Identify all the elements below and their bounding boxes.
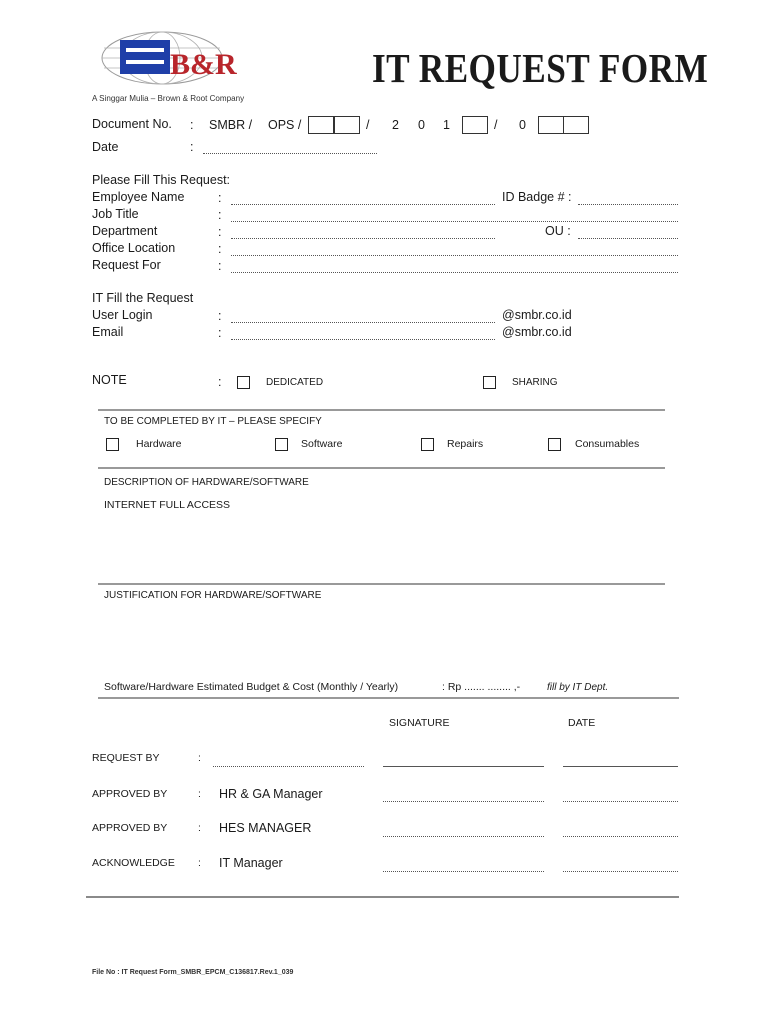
svg-text:B&R: B&R bbox=[170, 48, 237, 81]
approved-by-hr-label: APPROVED BY bbox=[92, 788, 168, 800]
request-for-field[interactable] bbox=[231, 272, 678, 273]
date-colon: : bbox=[190, 140, 194, 154]
request-for-label: Request For bbox=[92, 258, 161, 272]
request-by-label: REQUEST BY bbox=[92, 752, 160, 764]
divider-description bbox=[98, 583, 665, 585]
user-login-field[interactable] bbox=[231, 322, 495, 323]
approved-by-hes-colon: : bbox=[198, 822, 201, 834]
department-colon: : bbox=[218, 225, 222, 239]
request-intro: Please Fill This Request: bbox=[92, 173, 231, 187]
request-by-name-field[interactable] bbox=[213, 766, 364, 767]
email-label: Email bbox=[92, 325, 124, 339]
approved-by-hes-label: APPROVED BY bbox=[92, 822, 168, 834]
doc-box-2[interactable] bbox=[334, 116, 360, 134]
note-colon: : bbox=[218, 375, 222, 389]
approved-by-hr-signature-field[interactable] bbox=[383, 801, 544, 802]
employee-name-field[interactable] bbox=[231, 204, 495, 205]
acknowledge-role: IT Manager bbox=[219, 856, 283, 870]
request-by-colon: : bbox=[198, 752, 201, 764]
document-smbr: SMBR / bbox=[209, 118, 253, 132]
software-checkbox[interactable] bbox=[275, 438, 288, 451]
ou-label: OU : bbox=[545, 224, 571, 238]
doc-digit-0: 0 bbox=[418, 118, 425, 132]
software-label: Software bbox=[301, 438, 343, 450]
approved-by-hes-date-field[interactable] bbox=[563, 836, 678, 837]
date-label: Date bbox=[92, 140, 119, 154]
doc-box-4[interactable] bbox=[563, 116, 589, 134]
doc-digit-1: 1 bbox=[443, 118, 450, 132]
company-logo bbox=[98, 30, 237, 94]
budget-label: Software/Hardware Estimated Budget & Cost (Monthly / Yearly) bbox=[104, 681, 399, 693]
signature-header: SIGNATURE bbox=[389, 717, 450, 729]
email-domain: @smbr.co.id bbox=[502, 325, 572, 339]
approved-by-hes-signature-field[interactable] bbox=[383, 836, 544, 837]
description-value[interactable]: INTERNET FULL ACCESS bbox=[104, 499, 231, 511]
budget-value[interactable]: : Rp ....... ........ ,- bbox=[442, 681, 521, 693]
request-for-colon: : bbox=[218, 259, 222, 273]
divider-bottom bbox=[86, 896, 679, 898]
doc-box-1[interactable] bbox=[308, 116, 334, 134]
divider-budget bbox=[98, 697, 679, 699]
approved-by-hes-role: HES MANAGER bbox=[219, 821, 312, 835]
approved-by-hr-role: HR & GA Manager bbox=[219, 787, 323, 801]
sharing-label: SHARING bbox=[512, 377, 558, 388]
job-title-field[interactable] bbox=[231, 221, 678, 222]
id-badge-field[interactable] bbox=[578, 204, 678, 205]
file-number: File No : IT Request Form_SMBR_EPCM_C136817.Rev.1_039 bbox=[92, 969, 294, 976]
acknowledge-date-field[interactable] bbox=[563, 871, 678, 872]
divider-options bbox=[98, 467, 665, 469]
user-login-domain: @smbr.co.id bbox=[502, 308, 572, 322]
acknowledge-label: ACKNOWLEDGE bbox=[92, 857, 175, 869]
office-location-colon: : bbox=[218, 242, 222, 256]
doc-digit-zero: 0 bbox=[519, 118, 526, 132]
user-login-label: User Login bbox=[92, 308, 153, 322]
department-field[interactable] bbox=[231, 238, 495, 239]
employee-name-label: Employee Name bbox=[92, 190, 185, 204]
it-fill-intro: IT Fill the Request bbox=[92, 291, 194, 305]
repairs-checkbox[interactable] bbox=[421, 438, 434, 451]
dedicated-checkbox[interactable] bbox=[237, 376, 250, 389]
date-field[interactable] bbox=[203, 153, 377, 154]
dedicated-label: DEDICATED bbox=[266, 377, 324, 388]
job-title-label: Job Title bbox=[92, 207, 139, 221]
acknowledge-signature-field[interactable] bbox=[383, 871, 544, 872]
hardware-label: Hardware bbox=[136, 438, 182, 450]
request-by-date-field[interactable] bbox=[563, 766, 678, 767]
company-subtitle: A Singgar Mulia – Brown & Root Company bbox=[92, 93, 245, 103]
doc-slash-2: / bbox=[494, 118, 498, 132]
office-location-label: Office Location bbox=[92, 241, 176, 255]
ou-field[interactable] bbox=[578, 238, 678, 239]
employee-name-colon: : bbox=[218, 191, 222, 205]
sharing-checkbox[interactable] bbox=[483, 376, 496, 389]
doc-digit-2: 2 bbox=[392, 118, 399, 132]
job-title-colon: : bbox=[218, 208, 222, 222]
email-field[interactable] bbox=[231, 339, 495, 340]
form-title: IT REQUEST FORM bbox=[372, 45, 709, 91]
request-by-signature-field[interactable] bbox=[383, 766, 544, 767]
hardware-checkbox[interactable] bbox=[106, 438, 119, 451]
approved-by-hr-date-field[interactable] bbox=[563, 801, 678, 802]
note-label: NOTE bbox=[92, 373, 127, 387]
divider-it-section-top bbox=[98, 409, 665, 411]
doc-slash-1: / bbox=[366, 118, 370, 132]
consumables-checkbox[interactable] bbox=[548, 438, 561, 451]
doc-box-3[interactable] bbox=[538, 116, 564, 134]
description-label: DESCRIPTION OF HARDWARE/SOFTWARE bbox=[104, 477, 309, 488]
user-login-colon: : bbox=[218, 309, 222, 323]
repairs-label: Repairs bbox=[447, 438, 484, 450]
email-colon: : bbox=[218, 326, 222, 340]
consumables-label: Consumables bbox=[575, 438, 640, 450]
it-section-heading: TO BE COMPLETED BY IT – PLEASE SPECIFY bbox=[104, 416, 322, 427]
department-label: Department bbox=[92, 224, 158, 238]
document-no-label: Document No. bbox=[92, 117, 172, 131]
office-location-field[interactable] bbox=[231, 255, 678, 256]
document-ops: OPS / bbox=[268, 118, 302, 132]
date-header: DATE bbox=[568, 717, 596, 729]
acknowledge-colon: : bbox=[198, 857, 201, 869]
id-badge-label: ID Badge # : bbox=[502, 190, 572, 204]
budget-note: fill by IT Dept. bbox=[547, 682, 609, 693]
doc-box-year[interactable] bbox=[462, 116, 488, 134]
approved-by-hr-colon: : bbox=[198, 788, 201, 800]
document-no-colon: : bbox=[190, 118, 194, 132]
justification-label: JUSTIFICATION FOR HARDWARE/SOFTWARE bbox=[104, 590, 322, 601]
